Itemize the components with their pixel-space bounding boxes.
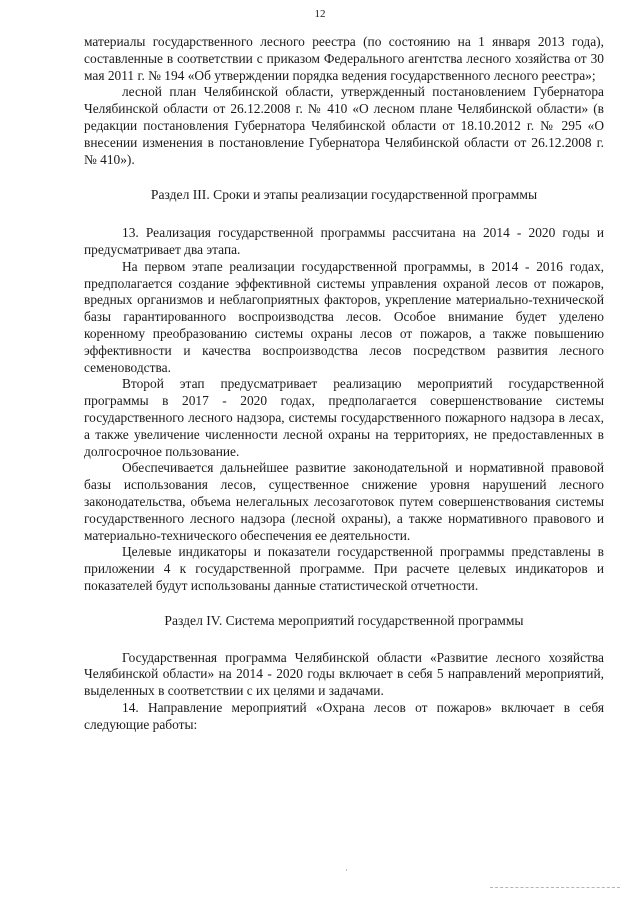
paragraph-forest-plan: лесной план Челябинской области, утвержденный постановлением Губернатора Челябинской области от 26.12.2008 г. № 410 «О лесном плане Челябинской области» (в редакции постановления Губернатора Челябинской области от 18.10.2012 г. № 295 «О внесении изменения в постановление Губернатора Челябинской области от 26.12.2008 г. № 410»). (84, 84, 604, 167)
paragraph-13: 13. Реализация государственной программы рассчитана на 2014 - 2020 годы и предусматривает два этапа. (84, 225, 604, 257)
paragraph-indicators: Целевые индикаторы и показатели государственной программы представлены в приложении 4 к государственной программе. При расчете целевых индикаторов и показателей будут использованы данные статистической отчетности. (84, 544, 604, 593)
paragraph-forest-registry: материалы государственного лесного реестра (по состоянию на 1 января 2013 года), составленные в соответствии с приказом Федерального агентства лесного хозяйства от 30 мая 2011 г. № 194 «Об утверждении порядка ведения государственного лесного реестра»; (84, 34, 604, 83)
paragraph-stage-2: Второй этап предусматривает реализацию мероприятий государственной программы в 2017 - 2020 годах, предполагается совершенствование системы государственного лесного надзора, системы государственного пожарного надзора в лесах, а также увеличение численности лесной охраны на территориях, не предоставленных в долгосрочное пользование. (84, 376, 604, 459)
paragraph-program-directions: Государственная программа Челябинской области «Развитие лесного хозяйства Челябинской области» на 2014 - 2020 годы включает в себя 5 направлений мероприятий, выделенных в соответствии с их целями и задачами. (84, 649, 604, 699)
document-body (84, 34, 604, 733)
paragraph-legislation: Обеспечивается дальнейшее развитие законодательной и нормативной правовой базы использования лесов, существенное снижение уровня нарушений лесного законодательства, объема нелегальных лесозаготовок путем совершенствования системы государственного лесного надзора (лесной охраны), а также нормативного правового и материально-технического обеспечения ее деятельности. (84, 460, 604, 543)
scan-artifact-line (490, 887, 620, 888)
paragraph-stage-1: На первом этапе реализации государственной программы, в 2014 - 2016 годах, предполагается создание эффективной системы управления охраной лесов от пожаров, вредных организмов и неблагоприятных факторов, укрепление материально-технической базы гарантированного воспроизводства лесов. Особое внимание будет уделено коренному преобразованию системы охраны лесов от пожаров, а также повышению эффективности и качества воспроизводства лесов посредством развития лесного семеноводства. (84, 258, 604, 375)
page-number: 12 (314, 8, 326, 20)
paragraph-14: 14. Направление мероприятий «Охрана лесов от пожаров» включает в себя следующие работы: (84, 699, 604, 732)
scan-speck: · (345, 866, 348, 875)
section-3-heading: Раздел III. Сроки и этапы реализации государственной программы (150, 187, 538, 203)
section-4-heading: Раздел IV. Система мероприятий государственной программы (164, 612, 524, 628)
